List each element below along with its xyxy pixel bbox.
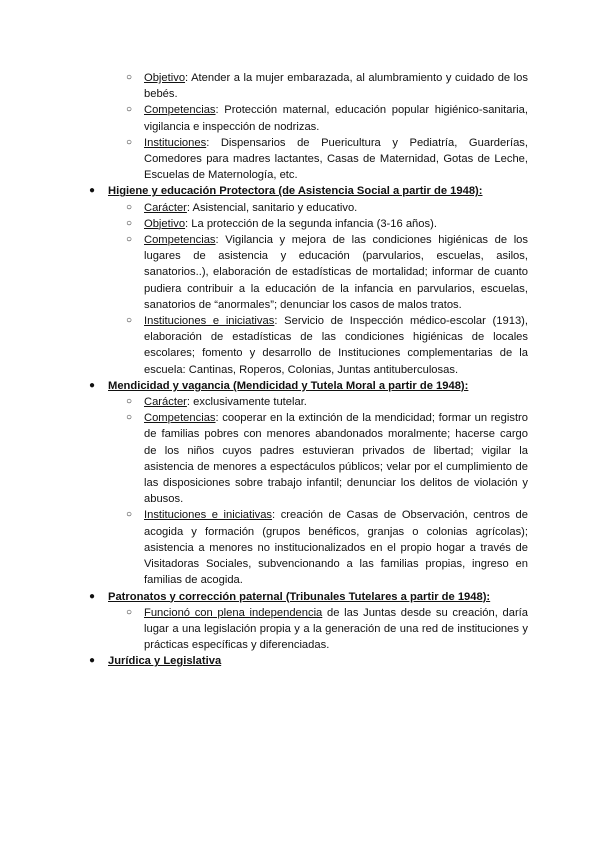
list-item xyxy=(126,410,528,507)
disc-bullet-icon: ● xyxy=(89,185,96,197)
list-item xyxy=(126,102,528,134)
disc-bullet-icon: ● xyxy=(89,379,96,391)
item-label: Instituciones e iniciativas xyxy=(144,315,275,328)
section-heading xyxy=(89,653,528,669)
circle-bullet-icon: ○ xyxy=(126,104,133,116)
circle-bullet-icon: ○ xyxy=(126,396,133,408)
section-heading xyxy=(89,589,528,605)
circle-bullet-icon: ○ xyxy=(126,412,133,424)
item-text: : exclusivamente tutelar. xyxy=(186,396,307,409)
item-label: Objetivo xyxy=(144,217,186,230)
section-heading xyxy=(89,183,528,199)
section-title: Jurídica y Legislativa xyxy=(108,655,222,668)
list-item xyxy=(126,394,528,410)
item-label: Carácter xyxy=(144,201,187,214)
item-text: : Vigilancia y mejora de las condiciones higiénicas de los lugares de asistencia y educación (parvularios, escuelas, asilos, sanatorios..), elaboración de estadísticas de mortalidad; informar de cuanto pudiera contribuir a la educación de la infancia en parvularios, escuelas, sanatorios de “anormales”; denunciar los casos de malos tratos. xyxy=(144,234,528,311)
circle-bullet-icon: ○ xyxy=(126,217,133,229)
disc-bullet-icon: ● xyxy=(89,655,96,667)
item-text: : Servicio de Inspección médico-escolar (1913), elaboración de estadísticas de las condiciones higiénicas de locales escolares; fomento y desarrollo de Instituciones complementarias de la escuela: Cantinas, Roperos, Colonias, Juntas antituberculosas. xyxy=(144,315,528,376)
list-item xyxy=(126,135,528,184)
list-item xyxy=(126,605,529,654)
circle-bullet-icon: ○ xyxy=(126,606,133,618)
item-label: Competencias xyxy=(144,412,216,425)
item-label: Funcionó con plena independencia xyxy=(144,606,323,619)
item-text: : La protección de la segunda infancia (3-16 años). xyxy=(185,217,437,230)
section-title: Higiene y educación Protectora (de Asistencia Social a partir de 1948): xyxy=(108,185,483,198)
item-label: Competencias xyxy=(144,234,216,247)
list-item xyxy=(126,216,528,232)
item-text: : Atender a la mujer embarazada, al alumbramiento y cuidado de los bebés. xyxy=(144,72,528,101)
item-text: : creación de Casas de Observación, centros de acogida y formación (grupos benéficos, granjas o colonias agrícolas); asistencia a menores no institucionalizados en el propio hogar a través de Visitadoras Sociales, subvencionando a las familias propias, ingreso en familias de acogida. xyxy=(144,509,528,587)
circle-bullet-icon: ○ xyxy=(126,234,133,246)
list-item xyxy=(126,313,528,378)
item-label: Carácter xyxy=(144,396,187,409)
circle-bullet-icon: ○ xyxy=(126,509,133,521)
section-title: Patronatos y corrección paternal (Tribunales Tutelares a partir de 1948): xyxy=(108,590,491,603)
item-text: : cooperar en la extinción de la mendicidad; formar un registro de familias pobres con menores abandonados moralmente; hacerse cargo de los niños cuyos padres estuvieran privados de libertad; vigilar la asistencia de menores a espectáculos públicos; velar por el cumplimiento de las disposiciones sobre trabajo infantil; denunciar los delitos de violación y abusos. xyxy=(144,412,528,506)
list-item xyxy=(126,232,528,313)
item-label: Instituciones e iniciativas xyxy=(144,509,273,522)
item-text: : Asistencial, sanitario y educativo. xyxy=(186,201,358,214)
item-text: : Protección maternal, educación popular higiénico-sanitaria, vigilancia e inspección de nodrizas. xyxy=(144,104,528,133)
item-text: : Dispensarios de Puericultura y Pediatría, Guarderías, Comedores para madres lactantes, Casas de Maternidad, Gotas de Leche, Escuelas de Maternología, etc. xyxy=(144,136,528,182)
list-item xyxy=(126,200,528,216)
document-body xyxy=(89,70,529,670)
circle-bullet-icon: ○ xyxy=(126,136,133,148)
circle-bullet-icon: ○ xyxy=(126,315,133,327)
item-text: de las Juntas desde su creación, daría lugar a una legislación propia y a la generación de una red de instituciones y prácticas específicas y diferenciadas. xyxy=(144,606,529,652)
list-item xyxy=(126,507,528,588)
disc-bullet-icon: ● xyxy=(89,590,96,602)
section-heading xyxy=(89,378,528,394)
item-label: Competencias xyxy=(144,104,216,117)
circle-bullet-icon: ○ xyxy=(126,201,133,213)
item-label: Objetivo xyxy=(144,72,186,84)
list-item xyxy=(126,70,528,102)
circle-bullet-icon: ○ xyxy=(126,72,133,83)
item-label: Instituciones xyxy=(144,136,207,149)
section-title: Mendicidad y vagancia (Mendicidad y Tutela Moral a partir de 1948): xyxy=(108,379,469,392)
